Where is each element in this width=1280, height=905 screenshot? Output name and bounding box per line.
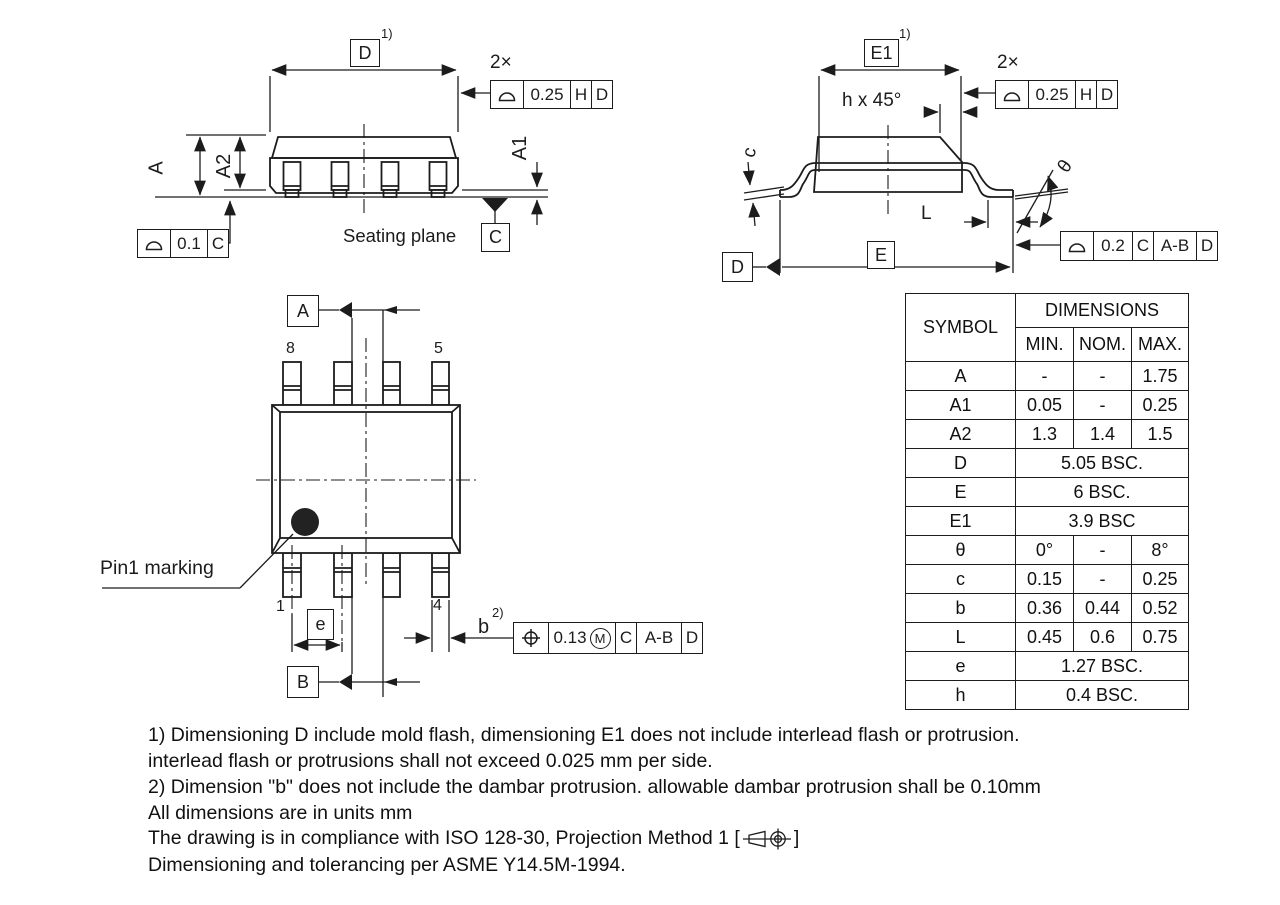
table-header-symbol: SYMBOL xyxy=(906,294,1016,362)
table-row xyxy=(906,565,1189,594)
dim-c-label: c xyxy=(738,145,762,160)
pin-5-number: 5 xyxy=(434,340,443,357)
note-units: All dimensions are in units mm xyxy=(148,802,413,824)
fcf-tolerance: 0.13 xyxy=(553,628,587,647)
fcf-datum-1: C xyxy=(615,623,636,653)
dim-a-label: A xyxy=(145,161,168,175)
row-span-value: 5.05 BSC. xyxy=(1016,449,1189,478)
row-symbol: e xyxy=(906,652,1016,681)
chamfer-h45-label: h x 45° xyxy=(842,90,902,111)
seating-plane-label: Seating plane xyxy=(343,225,457,246)
mmc-modifier-icon: M xyxy=(590,628,611,649)
row-max: 0.25 xyxy=(1132,391,1189,420)
row-span-value: 1.27 BSC. xyxy=(1016,652,1189,681)
row-max: 0.25 xyxy=(1132,565,1189,594)
fcf-datum-1: H xyxy=(570,81,591,108)
fcf-end-bottom xyxy=(1060,231,1218,261)
table-header-min: MIN. xyxy=(1016,328,1074,362)
row-symbol: A xyxy=(906,362,1016,391)
row-max: 8° xyxy=(1132,536,1189,565)
table-row xyxy=(906,420,1189,449)
note-projection-text: The drawing is in compliance with ISO 128-30, Projection Method 1 [ xyxy=(148,827,740,850)
profile-of-surface-icon xyxy=(491,81,523,108)
dim-d-label: D xyxy=(358,42,372,63)
dimensions-table xyxy=(905,293,1189,710)
table-row xyxy=(906,391,1189,420)
row-nom: - xyxy=(1074,565,1132,594)
table-row xyxy=(906,507,1189,536)
dim-e-box xyxy=(867,241,895,269)
row-min: 0.36 xyxy=(1016,594,1074,623)
table-row xyxy=(906,623,1189,652)
datum-d-label: D xyxy=(731,256,744,277)
profile-of-surface-icon xyxy=(138,230,170,257)
row-nom: - xyxy=(1074,362,1132,391)
dim-theta-label: θ xyxy=(1053,156,1077,177)
fcf-datum-2: D xyxy=(1096,81,1117,108)
row-span-value: 0.4 BSC. xyxy=(1016,681,1189,710)
first-angle-projection-icon xyxy=(742,827,792,851)
row-span-value: 6 BSC. xyxy=(1016,478,1189,507)
dim-e1-footnote-ref: 1) xyxy=(899,26,911,41)
dim-b-label: b xyxy=(478,616,490,638)
row-nom: 1.4 xyxy=(1074,420,1132,449)
row-min: 0.05 xyxy=(1016,391,1074,420)
row-max: 0.52 xyxy=(1132,594,1189,623)
fcf-tolerance-with-modifier xyxy=(548,623,615,653)
note-projection-close: ] xyxy=(793,827,800,850)
row-max: 0.75 xyxy=(1132,623,1189,652)
fcf-datum-2: A-B xyxy=(1153,232,1196,260)
row-symbol: b xyxy=(906,594,1016,623)
datum-c-box xyxy=(481,223,510,252)
fcf-tolerance: 0.2 xyxy=(1093,232,1132,260)
datum-d-box xyxy=(722,252,753,282)
fcf-datum-1: C xyxy=(1132,232,1153,260)
fcf-datum-2: A-B xyxy=(636,623,681,653)
table-header-dimensions: DIMENSIONS xyxy=(1016,294,1189,328)
row-min: 0.15 xyxy=(1016,565,1074,594)
row-min: - xyxy=(1016,362,1074,391)
row-symbol: A2 xyxy=(906,420,1016,449)
fcf-tolerance: 0.25 xyxy=(523,81,570,108)
pin-1-number: 1 xyxy=(276,598,285,615)
dim-a1-label: A1 xyxy=(509,135,532,161)
row-nom: - xyxy=(1074,536,1132,565)
fcf-position-b xyxy=(513,622,703,654)
dim-e-label: E xyxy=(874,244,887,265)
row-symbol: D xyxy=(906,449,1016,478)
fcf-datum-2: D xyxy=(591,81,612,108)
row-min: 0° xyxy=(1016,536,1074,565)
dim-d-footnote-ref: 1) xyxy=(381,26,393,41)
dim-d-box xyxy=(350,39,380,67)
datum-b-box xyxy=(287,666,319,698)
table-row xyxy=(906,681,1189,710)
row-span-value: 3.9 BSC xyxy=(1016,507,1189,536)
dim-l-label: L xyxy=(921,203,932,224)
table-row xyxy=(906,652,1189,681)
dim-a2-label: A2 xyxy=(213,153,236,179)
row-nom: - xyxy=(1074,391,1132,420)
fcf-datum-1: H xyxy=(1075,81,1096,108)
pin-8-number: 8 xyxy=(286,340,295,357)
dim-e1-label: E1 xyxy=(870,42,893,63)
datum-b-label: B xyxy=(296,671,309,692)
row-nom: 0.6 xyxy=(1074,623,1132,652)
fcf-datum-1: C xyxy=(207,230,228,257)
row-symbol: h xyxy=(906,681,1016,710)
table-row xyxy=(906,478,1189,507)
note-standard: Dimensioning and tolerancing per ASME Y14.5M-1994. xyxy=(148,854,626,876)
pin1-marking-label: Pin1 marking xyxy=(100,557,214,579)
note-projection xyxy=(148,827,799,851)
table-header-max: MAX. xyxy=(1132,328,1189,362)
fcf-datum-3: D xyxy=(681,623,702,653)
fcf-end-top xyxy=(995,80,1118,109)
note-1: 1) Dimensioning D include mold flash, dimensioning E1 does not include interlead flash or protrusion. xyxy=(148,724,1020,746)
row-max: 1.75 xyxy=(1132,362,1189,391)
count-2x-side: 2× xyxy=(490,52,512,73)
table-header-nom: NOM. xyxy=(1074,328,1132,362)
fcf-seating-plane xyxy=(137,229,229,258)
dim-e-pitch-label: e xyxy=(315,614,326,634)
row-nom: 0.44 xyxy=(1074,594,1132,623)
table-row xyxy=(906,594,1189,623)
row-min: 1.3 xyxy=(1016,420,1074,449)
fcf-side-top xyxy=(490,80,613,109)
fcf-datum-3: D xyxy=(1196,232,1217,260)
count-2x-end: 2× xyxy=(997,52,1019,73)
row-max: 1.5 xyxy=(1132,420,1189,449)
row-symbol: L xyxy=(906,623,1016,652)
dim-e-pitch-box xyxy=(307,609,334,640)
row-symbol: A1 xyxy=(906,391,1016,420)
position-icon xyxy=(514,623,548,653)
note-2: 2) Dimension "b" does not include the dambar protrusion. allowable dambar protrusion shall be 0.10mm xyxy=(148,776,1041,798)
row-symbol: θ xyxy=(906,536,1016,565)
fcf-tolerance: 0.1 xyxy=(170,230,207,257)
pin-4-number: 4 xyxy=(433,597,442,614)
datum-a-box xyxy=(287,295,319,327)
row-symbol: E1 xyxy=(906,507,1016,536)
row-symbol: c xyxy=(906,565,1016,594)
table-row xyxy=(906,362,1189,391)
fcf-tolerance: 0.25 xyxy=(1028,81,1075,108)
dim-e1-box xyxy=(864,39,899,67)
table-row xyxy=(906,449,1189,478)
datum-c-label: C xyxy=(489,227,502,247)
row-min: 0.45 xyxy=(1016,623,1074,652)
datum-a-label: A xyxy=(296,300,309,321)
note-1-cont: interlead flash or protrusions shall not exceed 0.025 mm per side. xyxy=(148,750,713,772)
dim-b-footnote-ref: 2) xyxy=(492,605,504,620)
profile-of-surface-icon xyxy=(996,81,1028,108)
table-row xyxy=(906,536,1189,565)
profile-of-surface-icon xyxy=(1061,232,1093,260)
row-symbol: E xyxy=(906,478,1016,507)
